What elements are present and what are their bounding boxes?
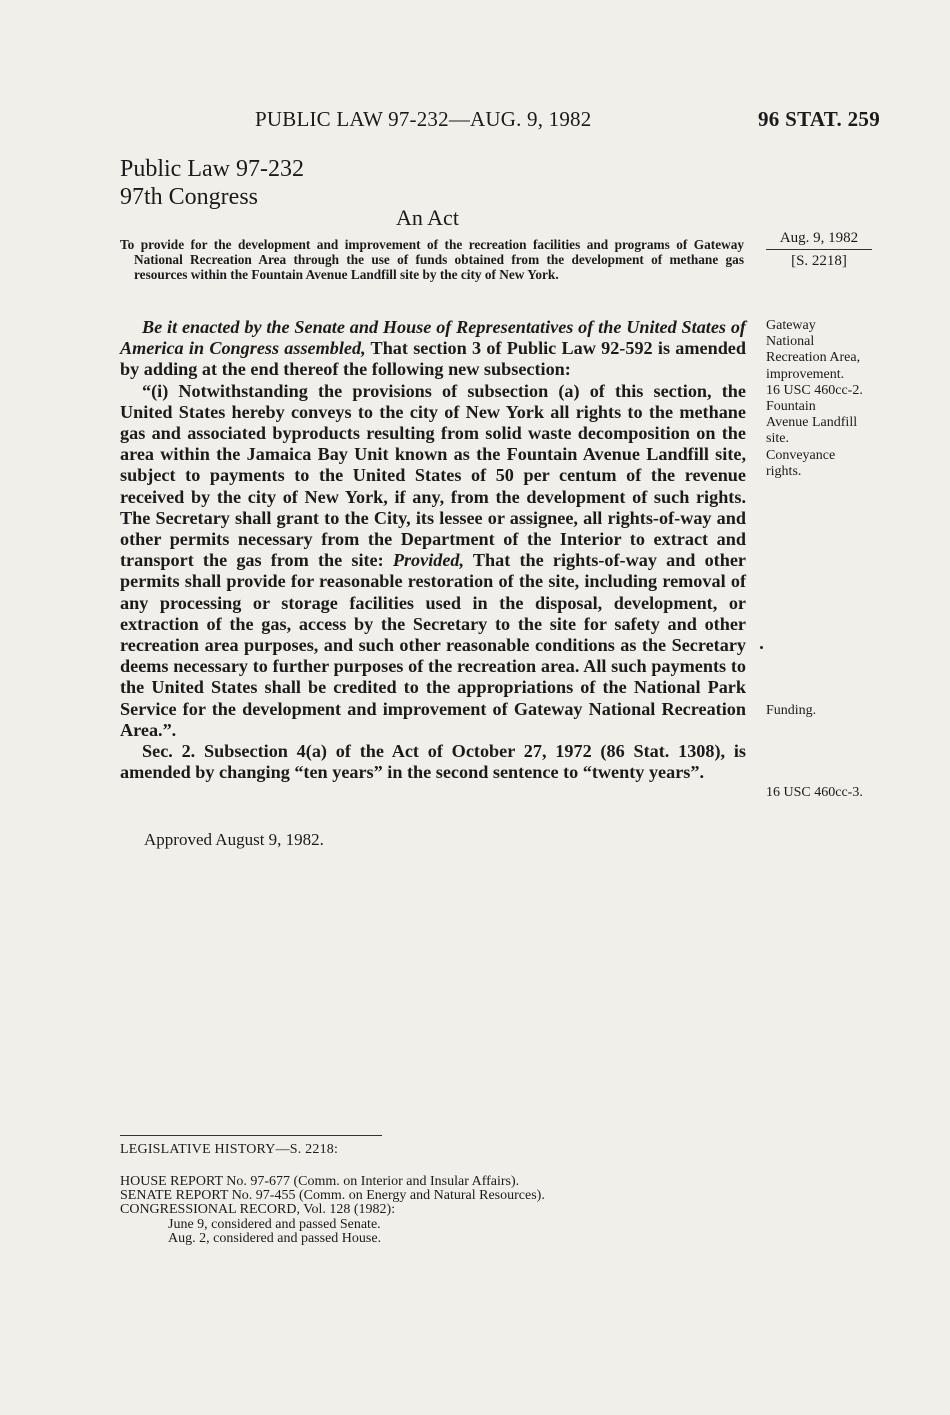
history-line: CONGRESSIONAL RECORD, Vol. 128 (1982): — [120, 1202, 396, 1218]
legislative-history-title: LEGISLATIVE HISTORY—S. 2218: — [120, 1142, 339, 1157]
enacting-amendment: That section 3 of Public Law 92-592 is amended by adding at the end thereof the following new subsection: — [120, 338, 746, 380]
history-line-indented: Aug. 2, considered and passed House. — [168, 1230, 382, 1246]
footnote-divider — [120, 1135, 382, 1136]
approval-date: Aug. 9, 1982 — [766, 230, 872, 250]
section-2 — [120, 741, 746, 783]
print-speck — [760, 646, 763, 649]
approval-line: Approved August 9, 1982. — [144, 830, 324, 849]
margin-note-usc: 16 USC 460cc-3. — [766, 785, 863, 800]
bill-number: [S. 2218] — [791, 253, 847, 269]
history-line: HOUSE REPORT No. 97-677 (Comm. on Interior and Insular Affairs). — [120, 1174, 520, 1189]
margin-notes — [766, 318, 896, 480]
act-heading: An Act — [396, 205, 459, 230]
margin-note: Fountain — [766, 399, 816, 415]
history-line-indented: June 9, considered and passed Senate. — [168, 1216, 381, 1232]
law-number: Public Law 97-232 — [120, 156, 304, 182]
history-line: SENATE REPORT No. 97-455 (Comm. on Energy and Natural Resources). — [120, 1188, 545, 1204]
legislative-history — [120, 1175, 545, 1246]
margin-note: Conveyance — [766, 447, 836, 463]
subsection-text-2: That the rights-of-way and other permits shall provide for reasonable restoration of the site, including removal of any processing or storage facilities used in the disposal, development, or extraction of the gas, access by the Secretary to the site for safety and other recreation area purposes, and such other reasonable conditions as the Secretary deems necessary to further purposes of the recreation area. All such payments to the United States shall be credited to the appropriations of the National Park Service for the development and improvement of Gateway National Recreation Area.”. — [120, 550, 746, 740]
enacting-clause — [120, 317, 746, 381]
margin-note-funding: Funding. — [766, 703, 817, 718]
section-2-text: Subsection 4(a) of the Act of October 27, 1972 (86 Stat. 1308), is amended by changing “ten years” in the second sentence to “twenty years”. — [120, 741, 746, 783]
subsection-text-1: “(i) Notwithstanding the provisions of subsection (a) of this section, the United States hereby conveys to the city of New York all rights to the methane gas and associated byproducts resulting from solid waste decomposition on the area within the Jamaica Bay Unit known as the Fountain Avenue Landfill site, subject to payments to the United States of 50 per centum of the revenue received by the city of New York, if any, from the development of such rights. The Secretary shall grant to the City, its lessee or assignee, all rights-of-way and other permits necessary from the Department of the Interior to extract and transport the gas from the site: — [120, 380, 746, 571]
margin-date-block — [766, 230, 872, 270]
margin-note: Recreation Area, — [766, 350, 861, 366]
margin-note: site. — [766, 431, 789, 447]
new-subsection — [120, 381, 746, 741]
stat-citation: 96 STAT. 259 — [758, 107, 881, 131]
congress-number: 97th Congress — [120, 184, 258, 210]
act-body — [120, 317, 746, 783]
enacting-formula: Be it enacted by the Senate and House of Representatives of the United States of America in Congress assembled, — [120, 317, 746, 359]
law-designation — [120, 155, 304, 211]
margin-note: Avenue Landfill — [766, 415, 858, 431]
margin-note: 16 USC 460cc-2. — [766, 382, 863, 398]
margin-note: rights. — [766, 463, 802, 479]
act-purpose: To provide for the development and improvement of the recreation facilities and programs of Gateway National Recreation Area through the use of funds obtained from the development of methane gas resources within the Fountain Avenue Landfill site by the city of New York. — [120, 237, 744, 282]
proviso-word: Provided, — [392, 550, 465, 571]
section-2-label: Sec. 2. — [142, 741, 196, 762]
running-header: PUBLIC LAW 97-232—AUG. 9, 1982 — [255, 107, 592, 131]
margin-note: improvement. — [766, 366, 845, 382]
margin-note: National — [766, 334, 815, 350]
margin-note: Gateway — [766, 318, 816, 333]
